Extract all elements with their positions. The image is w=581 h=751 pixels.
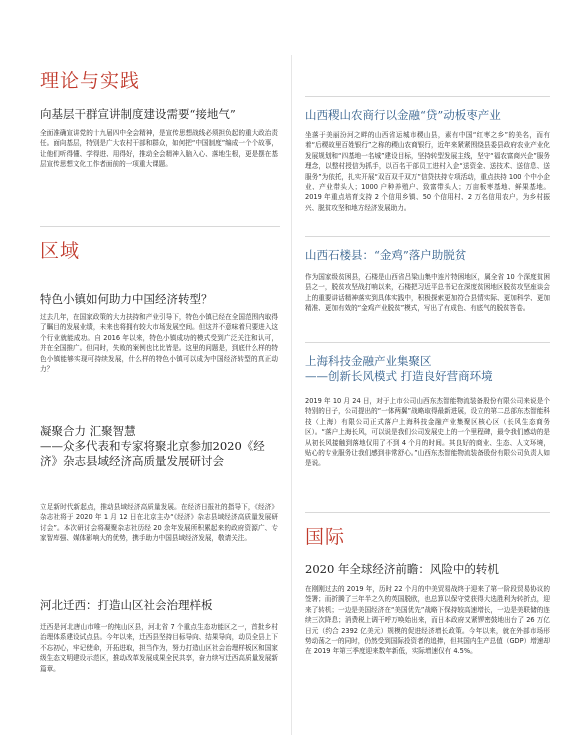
article-heading-small-towns: 特色小镇如何助力中国经济转型？ bbox=[40, 292, 213, 306]
section-rule bbox=[305, 96, 550, 97]
section-rule bbox=[305, 512, 550, 513]
section-rule bbox=[305, 342, 550, 343]
article-heading-global-economy: 2020 年全球经济前瞻：风险中的转机 bbox=[305, 562, 499, 576]
section-title-international: 国际 bbox=[305, 526, 346, 548]
article-heading-jishan: 山西稷山农商行以金融“贷”动板枣产业 bbox=[305, 108, 501, 122]
article-body-global-economy: 在刚刚过去的 2019 年，历时 22 个月的中美贸易战终于迎来了第一阶段贸易协议的签署；而折腾了三年半之久的英国脱欧，也总算以保守党获得大选胜利为转折点，迎来了转机；一边是美国经济在“美国优先”战略下保持较高速增长，一边是美联储的连续三次降息；消费税上调干呼万唤始出来，而日本政府又紧锣密鼓地出台了 26 万亿日元（约合 2392 亿美元）规模的促进经济增长政策。今年以来，就在外部市场形势动荡之一的同时，仍然受到国际投资者的追捧，但其国内生产总值（GDP）增速却在 2019 年第三季度迎来数年新低，实际增速仅有 4.5%。 bbox=[305, 585, 550, 656]
article-body-small-towns: 过去几年，在国家政策的大力扶持和产业引导下，特色小镇已经在全国范围内取得了瞩目的发展业绩，未来也将拥有较大市场发展空间。但这并不意味着只要进入这个行业就能成功。自 2016 年以来，特色小镇成功的模式受到广泛关注和认可，并在全国推广。但同时，失败的案例也比比皆是。这里的问题是，到底什么样的特色小镇能够实现可持续发展，什么样的特色小镇可以成为中国经济转型的真正动力？ bbox=[40, 313, 278, 374]
article-body-jishan: 坐落于美丽汾河之畔的山西省运城市稷山县，素有中国“红枣之乡”的美名，而有着“后稷故里百姓银行”之称的稷山农商银行，近年来紧紧围绕县委县政府农业产业化发展规划和“四基地一名城”建设目标，坚持转型发展主线，坚守“福农富商兴企”服务理念，以整村授信为抓手，以百名干部员工进村入企“送资金、送技术、送信息、送服务”为依托，扎实开展“双百双千双万”信贷扶持专项活动，重点扶持 100 个中小企业、产业带头人；1000 户种养殖户、致富带头人；万亩板枣基地、鲜果基地。2019 年重点培育支持 2 个信用乡镇、50 个信用村、2 万名信用农户，为乡村振兴、脱贫攻坚和地方经济发展助力。 bbox=[305, 131, 550, 212]
article-heading-qianxi: 河北迁西：打造山区社会治理样板 bbox=[40, 598, 213, 612]
article-body-qianxi: 迁西是河北唐山市唯一的纯山区县，河北省 7 个重点生态功能区之一，首批乡村治理体系建设试点县。今年以来，迁西县坚持目标导向、结果导向，动员全县上下不忘初心，牢记使命，开拓进取，担当作为，努力打造山区社会治理样板区和国家级生态文明建设示范区，推动改革发展成果全民共享，奋力续写迁西高质量发展新篇章。 bbox=[40, 623, 278, 673]
article-heading-shanghai: 上海科技金融产业集聚区 ——创新长风模式 打造良好营商环境 bbox=[305, 354, 493, 383]
article-body-seminar: 立足新时代新起点，推动县域经济高质量发展。在经济日报社的指导下，《经济》杂志社将于 2020 年 1 月 12 日在北京主办“《经济》杂志县域经济高质量发展研讨会”。本次研讨会将凝聚杂志社历经 20 余年发展所积累起来的政府资源广、专家智库强、媒体影响大的优势，携手助力中国县域经济发展，敬请关注。 bbox=[40, 503, 278, 543]
section-rule bbox=[305, 236, 550, 237]
section-title-theory-practice: 理论与实践 bbox=[40, 70, 141, 92]
article-body-shanghai: 2019 年 10 月 24 日，对于上市公司山西东杰智能物流装备股份有限公司来说是个特别的日子，公司提出的“一体两翼”战略取得最新进展，设立的第二总部东杰智能科技（上海）有限公司正式落户上海科技金融产业集聚区核心区（长风生态商务区）。“落户上海长风，可以说是我们公司发展史上的一个里程碑，最令我们感动的是从初长风接触到落地仅用了不到 4 个月的时间。其良好的商业、生态、人文环境，贴心的专业服务让我们感到非常舒心。”山西东杰智能物流装备股份有限公司负责人如是说。 bbox=[305, 397, 550, 468]
column-divider bbox=[291, 55, 292, 735]
article-body-grassroots: 全面准确宣讲党的十九届四中全会精神，是宣传思想战线必须担负起的重大政治责任。面向基层，特别是广大农村干部和群众，如何把“中国制度”编成一个个故事，让他们听得懂、学得进、用得好，推动全会精神入脑入心、落地生根，更是摆在基层宣传思想文化工作者面前的一项重大课题。 bbox=[40, 129, 278, 169]
article-heading-grassroots: 向基层干群宣讲制度建设需要“接地气” bbox=[40, 107, 236, 121]
article-heading-shilou: 山西石楼县：“金鸡”落户助脱贫 bbox=[305, 248, 467, 262]
article-heading-seminar: 凝聚合力 汇聚智慧 ——众多代表和专家将聚北京参加2020《经济》杂志县域经济高质量发展研讨会 bbox=[40, 424, 265, 468]
section-rule bbox=[40, 226, 280, 227]
section-title-region: 区域 bbox=[40, 240, 81, 262]
article-body-shilou: 作为国家级贫困县，石楼是山西省吕梁山集中连片特困地区，属全省 10 个深度贫困县之一，脱贫攻坚战打响以来，石楼把习近平总书记在深度贫困地区脱贫攻坚座谈会上的重要讲话精神落实到具体实践中，积极探索更加符合县情实际、更加科学、更加精准、更加有效的“金鸡产业脱贫”模式，写出了有成色、有底气的脱贫答卷。 bbox=[305, 273, 550, 313]
